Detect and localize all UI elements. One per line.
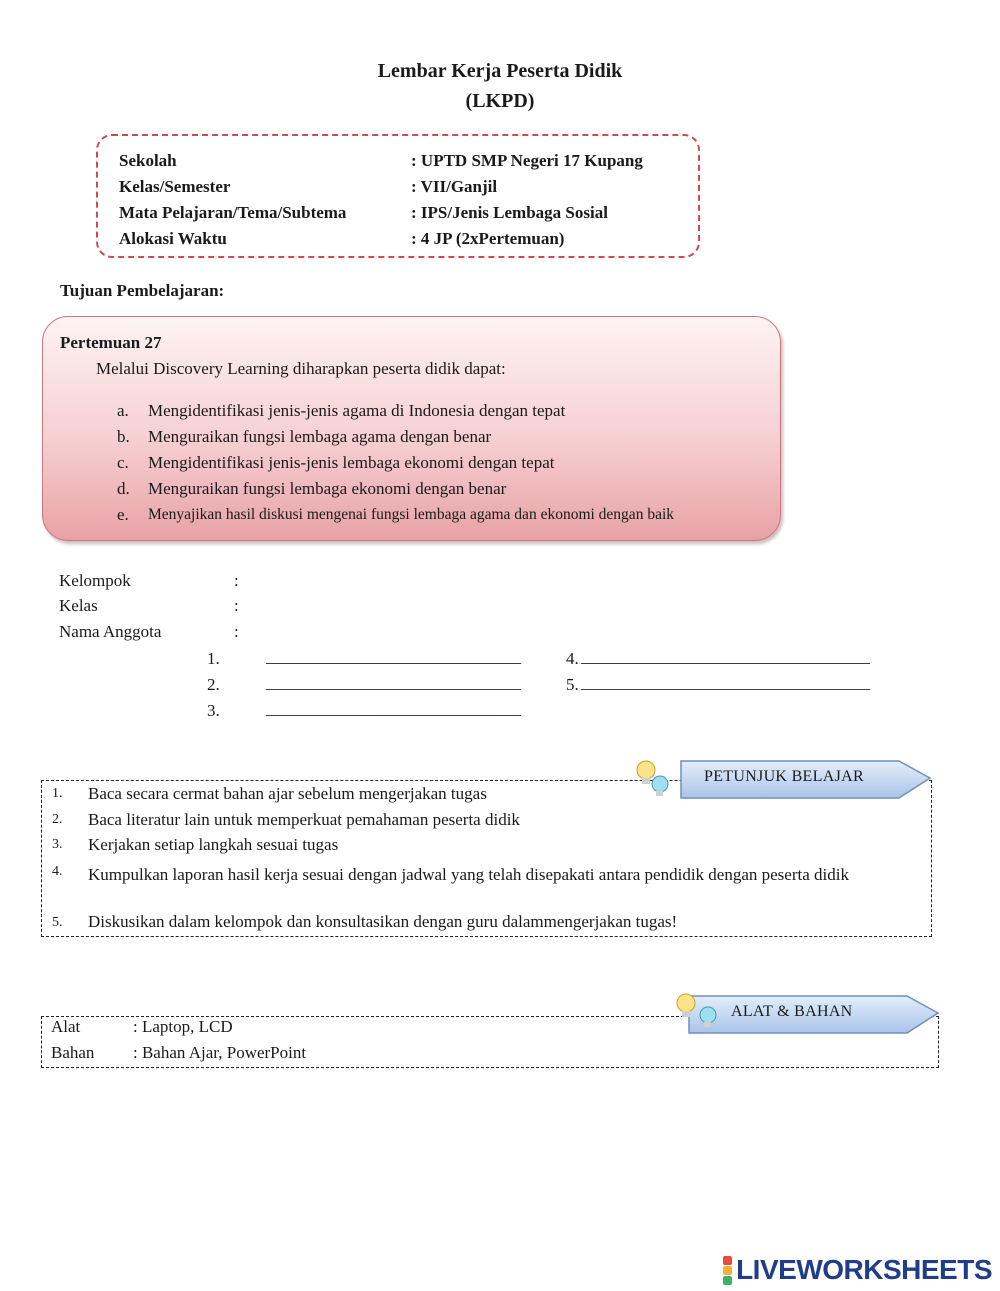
goal-marker: e.: [117, 505, 129, 524]
goal-item: Menguraikan fungsi lembaga ekonomi dengan benar: [148, 479, 507, 498]
instruction-item: Diskusikan dalam kelompok dan konsultasikan dengan guru dalammengerjakan tugas!: [88, 912, 678, 931]
identity-value: : IPS/Jenis Lembaga Sosial: [411, 203, 608, 222]
goals-section-label: Tujuan Pembelajaran:: [60, 281, 225, 300]
member-number: 5.: [566, 675, 579, 694]
instruction-number: 2.: [52, 812, 63, 827]
instructions-banner-label: PETUNJUK BELAJAR: [704, 768, 864, 785]
field-label-kelompok: Kelompok: [59, 571, 131, 590]
member-number: 1.: [207, 649, 220, 668]
goal-item: Mengidentifikasi jenis-jenis agama di Indonesia dengan tepat: [148, 401, 566, 420]
instructions-banner: [634, 758, 934, 804]
member-blank[interactable]: ______________________________: [266, 647, 521, 666]
field-colon: :: [234, 596, 239, 615]
page-title: Lembar Kerja Peserta Didik: [377, 60, 623, 82]
material-value: : Bahan Ajar, PowerPoint: [133, 1043, 307, 1062]
member-blank[interactable]: __________________________________: [581, 673, 870, 692]
goals-intro: Melalui Discovery Learning diharapkan peserta didik dapat:: [96, 359, 506, 378]
identity-value: : 4 JP (2xPertemuan): [411, 229, 565, 248]
material-label: Alat: [51, 1017, 81, 1036]
instruction-number: 5.: [52, 915, 63, 930]
goal-item: Menyajikan hasil diskusi mengenai fungsi lembaga agama dan ekonomi dengan baik: [148, 506, 675, 523]
member-number: 4.: [566, 649, 579, 668]
goals-box: [42, 316, 781, 541]
instruction-number: 3.: [52, 837, 63, 852]
identity-value: : UPTD SMP Negeri 17 Kupang: [411, 151, 643, 170]
logo-mark-icon: [723, 1256, 732, 1285]
instruction-item: Baca literatur lain untuk memperkuat pemahaman peserta didik: [88, 810, 520, 829]
field-label-kelas: Kelas: [59, 596, 98, 615]
identity-label: Kelas/Semester: [119, 177, 231, 196]
field-colon: :: [234, 622, 239, 641]
material-label: Bahan: [51, 1043, 95, 1062]
liveworksheets-logo: [723, 1254, 992, 1286]
goal-item: Menguraikan fungsi lembaga agama dengan benar: [148, 427, 492, 446]
identity-label: Sekolah: [119, 151, 177, 170]
identity-box: [96, 134, 700, 258]
materials-banner-label: ALAT & BAHAN: [731, 1003, 853, 1020]
material-value: : Laptop, LCD: [133, 1017, 233, 1036]
goal-marker: d.: [117, 479, 130, 498]
member-blank[interactable]: ______________________________: [266, 673, 521, 692]
logo-text: LIVEWORKSHEETS: [736, 1254, 992, 1285]
page-subtitle: (LKPD): [465, 90, 535, 112]
identity-label: Mata Pelajaran/Tema/Subtema: [119, 203, 347, 222]
materials-banner: [672, 991, 942, 1037]
member-blank[interactable]: __________________________________: [581, 647, 870, 666]
member-number: 2.: [207, 675, 220, 694]
instruction-item: Kerjakan setiap langkah sesuai tugas: [88, 835, 339, 854]
field-label-nama-anggota: Nama Anggota: [59, 622, 162, 641]
goal-marker: c.: [117, 453, 129, 472]
instruction-number: 1.: [52, 786, 63, 801]
member-blank[interactable]: ______________________________: [266, 699, 521, 718]
goal-marker: b.: [117, 427, 130, 446]
goal-item: Mengidentifikasi jenis-jenis lembaga ekonomi dengan tepat: [148, 453, 555, 472]
member-number: 3.: [207, 701, 220, 720]
meeting-title: Pertemuan 27: [60, 333, 162, 352]
instruction-item: Kumpulkan laporan hasil kerja sesuai dengan jadwal yang telah disepakati antara pendidik dengan peserta didik: [88, 865, 849, 884]
identity-label: Alokasi Waktu: [119, 229, 227, 248]
field-colon: :: [234, 571, 239, 590]
instruction-number: 4.: [52, 864, 63, 879]
identity-value: : VII/Ganjil: [411, 177, 498, 196]
goal-marker: a.: [117, 401, 129, 420]
instruction-item: Baca secara cermat bahan ajar sebelum mengerjakan tugas: [88, 784, 487, 803]
